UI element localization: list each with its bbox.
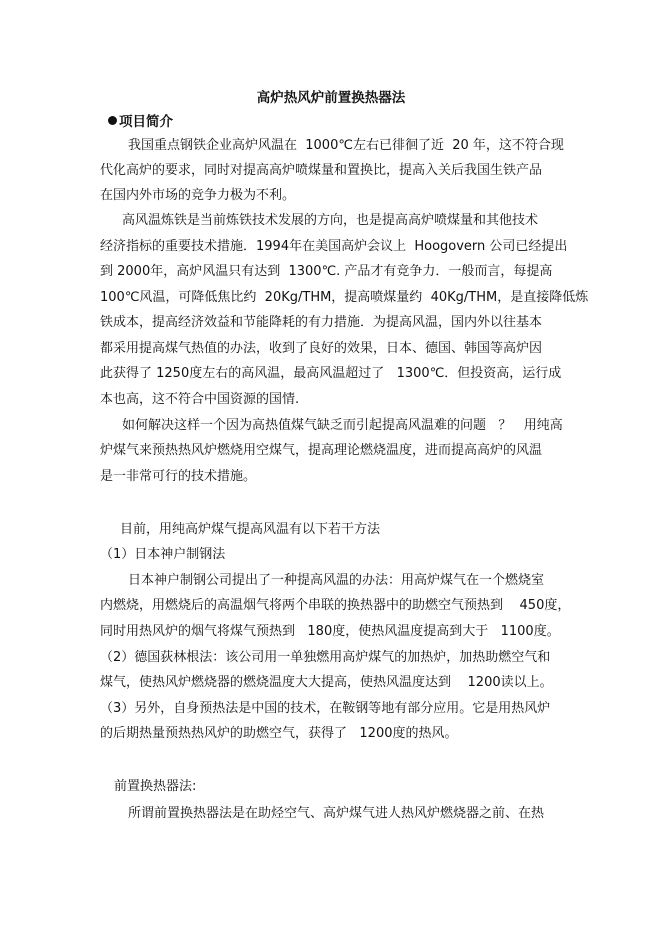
paragraph-line: 到 2000年，高炉风温只有达到 1300℃. 产品才有竞争力．一般而言，每提高 [100, 264, 553, 279]
paragraph-line: 本也高，这不符合中国资源的国情. [100, 392, 300, 407]
paragraph-line: 都采用提高煤气热值的办法，收到了良好的效果，日本、德国、韩国等高炉因 [100, 341, 543, 356]
paragraph-line: 煤气，使热风炉燃烧器的燃烧温度大大提高，使热风温度达到 1200读以上。 [100, 675, 553, 690]
paragraph-line: 经济指标的重要技术措施．1994年在美国高炉会议上 Hoogovern 公司已经提出 [100, 239, 568, 254]
paragraph-line: 铁成本，提高经济效益和节能降耗的有力措施．为提高风温，国内外以往基本 [100, 315, 543, 330]
paragraph-line: （3）另外，自身预热法是中国的技术，在鞍钢等地有部分应用。它是用热风炉 [100, 701, 551, 716]
paragraph-line: 如何解决这样一个因为高热值煤气缺乏而引起提高风温难的问题 ？ 用纯高 [122, 418, 563, 433]
section-heading-text: 项目简介 [119, 114, 173, 130]
paragraph-line: 此获得了 1250度左右的高风温，最高风温超过了 1300℃．但投资高，运行成 [100, 366, 562, 381]
paragraph-line: 我国重点钢铁企业高炉风温在 1000℃左右已徘徊了近 20 年，这不符合现 [128, 138, 564, 153]
paragraph-line: （2）德国荻林根法：该公司用一单独燃用高炉煤气的加热炉，加热助燃空气和 [100, 650, 551, 665]
paragraph-line: 代化高炉的要求，同时对提高高炉喷煤量和置换比，提高入关后我国生铁产品 [100, 163, 543, 178]
paragraph-line: 前置换热器法: [114, 779, 197, 794]
paragraph-line: 目前，用纯高炉煤气提高风温有以下若干方法 [120, 522, 381, 537]
bullet-icon [108, 116, 117, 125]
paragraph-line: 同时用热风炉的烟气将煤气预热到 180度，使热风温度提高到大于 1100度。 [100, 624, 560, 639]
paragraph-line: 所谓前置换热器法是在助烃空气、高炉煤气进人热风炉燃烧器之前、在热 [128, 806, 545, 821]
paragraph-line: （1）日本神户制钢法 [100, 547, 226, 562]
paragraph-line: 炉煤气来预热热风炉燃烧用空煤气，提高理论燃烧温度，进而提高高炉的风温 [100, 443, 543, 458]
paragraph-line: 是一非常可行的技术措施。 [100, 469, 257, 484]
paragraph-line: 的后期热量预热热风炉的助燃空气，获得了 1200度的热风。 [100, 726, 458, 741]
paragraph-line: 100℃风温，可降低焦比约 20Kg/THM，提高喷煤量约 40Kg/THM，是直接降低炼 [100, 290, 589, 305]
paragraph-line: 日本神户制钢公司提出了一种提高风温的办法：用高炉煤气在一个燃烧室 [128, 573, 545, 588]
document-title: 高炉热风炉前置换热器法 [256, 90, 406, 106]
paragraph-line: 在国内外市场的竞争力极为不利。 [100, 188, 296, 203]
paragraph-line: 高风温炼铁是当前炼铁技术发展的方向，也是提高高炉喷煤量和其他技术 [122, 213, 539, 228]
paragraph-line: 内燃烧，用燃烧后的高温烟气将两个串联的换热器中的助燃空气预热到 450度， [100, 598, 571, 613]
section-heading [108, 110, 173, 130]
